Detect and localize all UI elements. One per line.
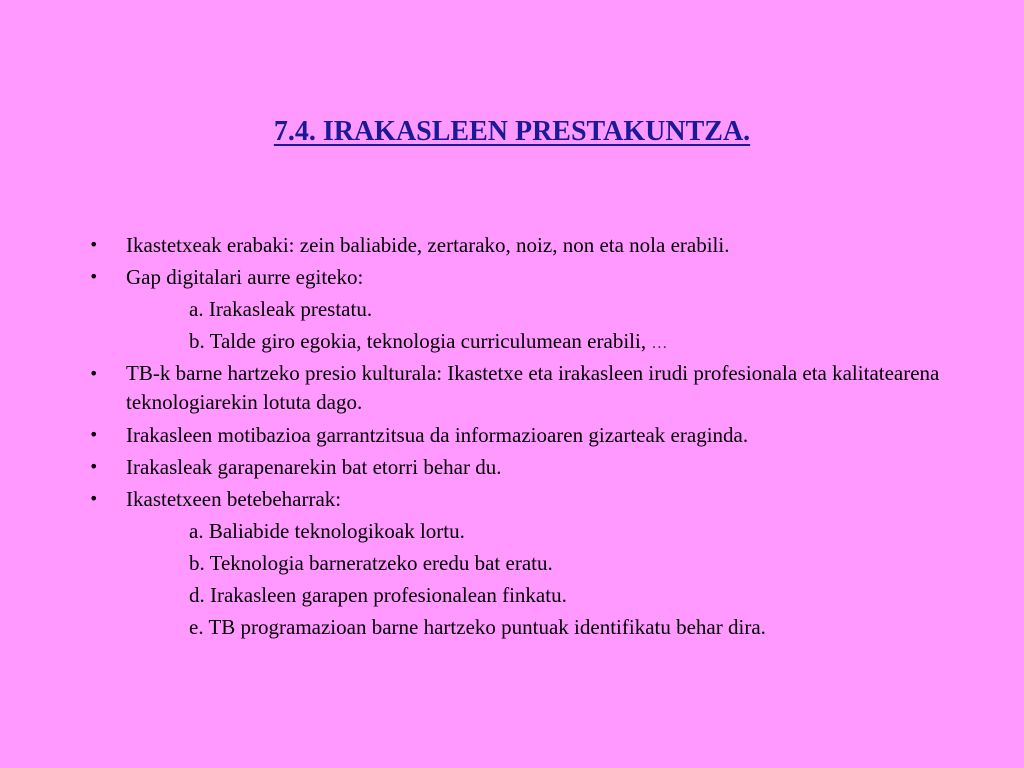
bullet-icon: •: [89, 235, 99, 254]
sub-item-label: b. Talde giro egokia, teknologia curriculumean erabili,: [189, 329, 647, 353]
bullet-text: Irakasleen motibazioa garrantzitsua da informazioaren gizarteak eraginda.: [126, 423, 749, 447]
bullet-item: [84, 229, 984, 261]
bullet-icon: •: [89, 489, 99, 508]
bullet-text: Ikastetxeen betebeharrak:: [126, 487, 342, 511]
bullet-item: [84, 261, 984, 293]
sub-item: [84, 515, 984, 547]
bullet-item: [84, 483, 984, 515]
sub-item-text: [189, 325, 984, 360]
bullet-icon: •: [89, 267, 99, 286]
sub-item: [84, 293, 984, 325]
ellipsis: …: [651, 335, 668, 352]
bullet-icon: •: [89, 425, 99, 444]
bullet-text: Ikastetxeak erabaki: zein baliabide, zertarako, noiz, non eta nola erabili.: [126, 233, 730, 257]
sub-item-text: a. Irakasleak prestatu.: [189, 297, 373, 321]
bullet-item: [84, 357, 984, 419]
sub-item-text: b. Teknologia barneratzeko eredu bat eratu.: [189, 551, 553, 575]
slide-title: 7.4. IRAKASLEEN PRESTAKUNTZA.: [273, 116, 751, 147]
sub-item: [84, 547, 984, 579]
sub-item: [84, 611, 984, 643]
bullet-icon: •: [89, 364, 99, 383]
bullet-item: [84, 419, 984, 451]
sub-item: [84, 325, 984, 357]
bullet-text: TB-k barne hartzeko presio kulturala: Ikastetxe eta irakasleen irudi profesionala eta kalitatearena teknologiarekin lotuta dago.: [126, 361, 940, 414]
bullet-text: Irakasleak garapenarekin bat etorri behar du.: [126, 455, 502, 479]
sub-item-text: d. Irakasleen garapen profesionalean finkatu.: [189, 583, 567, 607]
sub-item: [84, 579, 984, 611]
sub-item-text: e. TB programazioan barne hartzeko puntuak identifikatu behar dira.: [189, 615, 766, 639]
slide-body: [84, 229, 984, 643]
sub-item-text: a. Baliabide teknologikoak lortu.: [189, 519, 465, 543]
bullet-text: Gap digitalari aurre egiteko:: [126, 265, 364, 289]
bullet-icon: •: [89, 457, 99, 476]
bullet-item: [84, 451, 984, 483]
